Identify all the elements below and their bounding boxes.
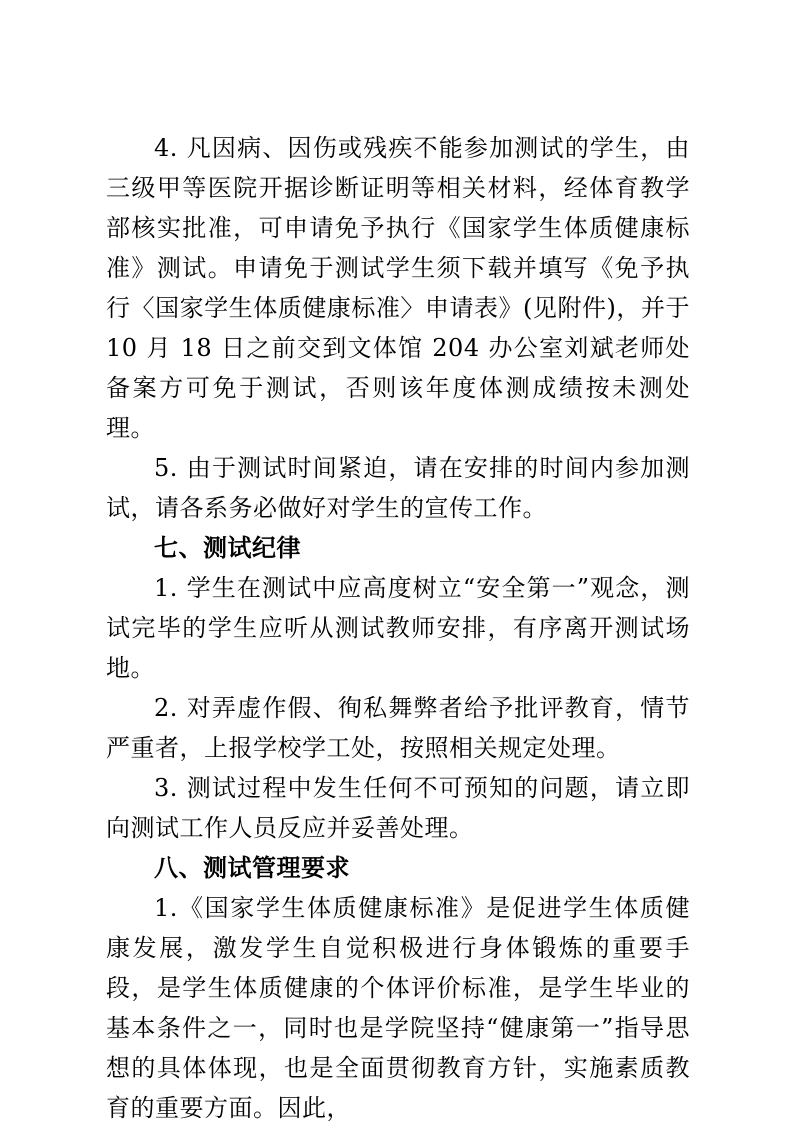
discipline-item-2: 2. 对弄虚作假、徇私舞弊者给予批评教育，情节严重者，上报学校学工处，按照相关规定处理。	[106, 694, 690, 762]
discipline-item-1: 1. 学生在测试中应高度树立“安全第一”观念，测试完毕的学生应听从测试教师安排，有序离开测试场地。	[106, 574, 690, 682]
paragraph-item-4: 4. 凡因病、因伤或残疾不能参加测试的学生，由三级甲等医院开据诊断证明等相关材料，经体育教学部核实批准，可申请免予执行《国家学生体质健康标准》测试。申请免于测试学生须下载并填写《免予执行〈国家学生体质健康标准〉申请表》(见附件)，并于 10 月 18 日之前交到文体馆 204 办公室刘斌老师处备案方可免于测试，否则该年度体测成绩按未测处理。	[106, 134, 690, 442]
paragraph-item-5: 5. 由于测试时间紧迫，请在安排的时间内参加测试，请各系务必做好对学生的宣传工作。	[106, 454, 690, 522]
section-heading-discipline: 七、测试纪律	[154, 534, 301, 562]
management-item-1: 1.《国家学生体质健康标准》是促进学生体质健康发展，激发学生自觉积极进行身体锻炼的重要手段，是学生体质健康的个体评价标准，是学生毕业的基本条件之一，同时也是学院坚持“健康第一”指导思想的具体体现，也是全面贯彻教育方针，实施素质教育的重要方面。因此，	[106, 894, 690, 1122]
section-heading-management: 八、测试管理要求	[154, 854, 350, 882]
document-body	[106, 128, 690, 1128]
discipline-item-3: 3. 测试过程中发生任何不可预知的问题，请立即向测试工作人员反应并妥善处理。	[106, 774, 690, 842]
